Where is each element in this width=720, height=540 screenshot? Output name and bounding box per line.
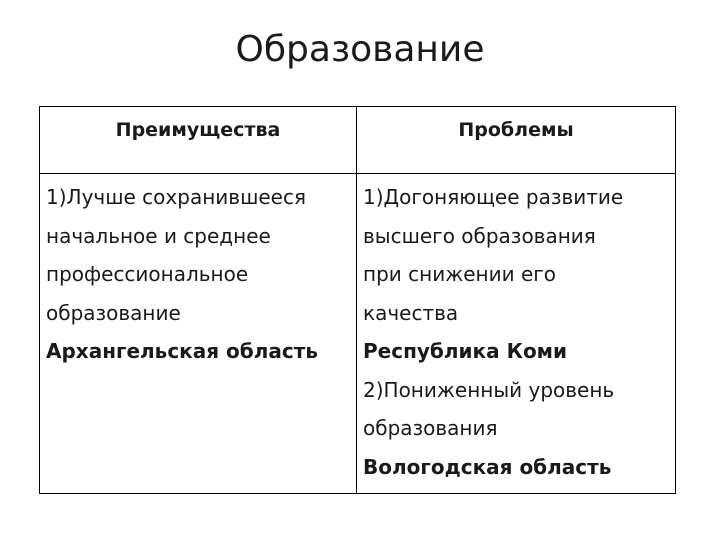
header-problems: Проблемы	[357, 107, 676, 174]
advantage-line: профессиональное	[46, 262, 249, 286]
problem-region: Республика Коми	[363, 339, 568, 363]
advantage-region: Архангельская область	[46, 339, 318, 363]
advantage-line: образование	[46, 300, 181, 325]
advantage-line: начальное и среднее	[46, 223, 271, 248]
header-advantages: Преимущества	[40, 107, 357, 174]
problems-cell	[357, 174, 676, 494]
page-title: Образование	[235, 29, 485, 70]
comparison-table	[39, 106, 676, 494]
problem-line: образования	[363, 416, 498, 440]
problem-region: Вологодская область	[363, 454, 612, 479]
problem-line: при снижении его	[363, 262, 556, 286]
advantage-line: 1)Лучше сохранившееся	[46, 185, 306, 209]
table-header-row	[40, 107, 676, 174]
advantages-cell	[40, 174, 357, 494]
problem-line: 1)Догоняющее развитие	[363, 185, 624, 209]
problem-line: 2)Пониженный уровень	[363, 377, 615, 402]
table-body-row	[40, 174, 676, 494]
problem-line: высшего образования	[363, 223, 596, 248]
problem-line: качества	[363, 300, 459, 325]
